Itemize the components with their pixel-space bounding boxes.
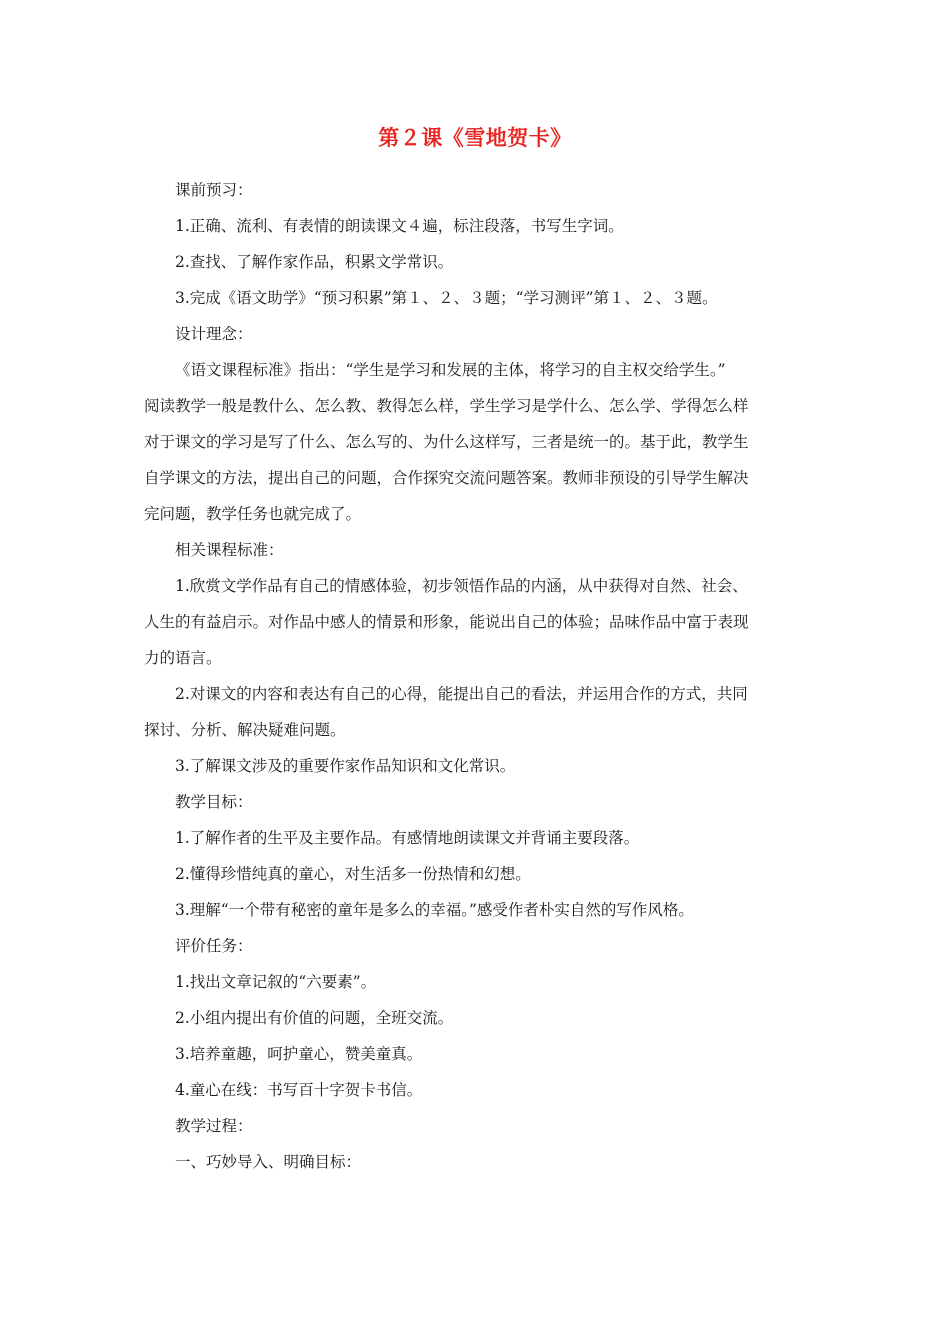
task-item: 2.小组内提出有价值的问题，全班交流。 — [175, 1009, 454, 1027]
section-heading-preview: 课前预习： — [175, 181, 253, 199]
page-title: 第２课《雪地贺卡》 — [378, 126, 572, 150]
standards-item-line: 2.对课文的内容和表达有自己的心得，能提出自己的看法，并运用合作的方式，共同 — [175, 685, 748, 703]
preview-item: 3.完成《语文助学》“预习积累”第１、２、３题；“学习测评”第１、２、３题。 — [175, 289, 718, 307]
standards-item-line: 3.了解课文涉及的重要作家作品知识和文化常识。 — [175, 757, 516, 775]
standards-item-line: 1.欣赏文学作品有自己的情感体验，初步领悟作品的内涵，从中获得对自然、社会、 — [175, 577, 748, 595]
goal-item: 2.懂得珍惜纯真的童心，对生活多一份热情和幻想。 — [175, 865, 531, 883]
section-heading-standards: 相关课程标准： — [175, 541, 284, 559]
document-body — [144, 172, 806, 1180]
standards-item-line: 人生的有益启示。对作品中感人的情景和形象，能说出自己的体验；品味作品中富于表现 — [144, 613, 749, 631]
process-step: 一、巧妙导入、明确目标： — [175, 1153, 362, 1171]
task-item: 3.培养童趣，呵护童心，赞美童真。 — [175, 1045, 423, 1063]
preview-item: 1.正确、流利、有表情的朗读课文４遍，标注段落，书写生字词。 — [175, 217, 624, 235]
task-item: 1.找出文章记叙的“六要素”。 — [175, 973, 377, 991]
standards-item-line: 力的语言。 — [144, 649, 222, 667]
goal-item: 3.理解“一个带有秘密的童年是多么的幸福。”感受作者朴实自然的写作风格。 — [175, 901, 694, 919]
design-paragraph-line: 完问题，教学任务也就完成了。 — [144, 505, 362, 523]
task-item: 4.童心在线：书写百十字贺卡书信。 — [175, 1081, 423, 1099]
section-heading-goals: 教学目标： — [175, 793, 253, 811]
design-paragraph-line: 阅读教学一般是教什么、怎么教、教得怎么样，学生学习是学什么、怎么学、学得怎么样 — [144, 397, 749, 415]
design-paragraph-line: 对于课文的学习是写了什么、怎么写的、为什么这样写，三者是统一的。基于此，教学生 — [144, 433, 749, 451]
design-paragraph-line: 《语文课程标准》指出：“学生是学习和发展的主体，将学习的自主权交给学生。” — [175, 361, 726, 379]
section-heading-process: 教学过程： — [175, 1117, 253, 1135]
section-heading-design: 设计理念： — [175, 325, 253, 343]
design-paragraph-line: 自学课文的方法，提出自己的问题，合作探究交流问题答案。教师非预设的引导学生解决 — [144, 469, 749, 487]
goal-item: 1.了解作者的生平及主要作品。有感情地朗读课文并背诵主要段落。 — [175, 829, 640, 847]
preview-item: 2.查找、了解作家作品，积累文学常识。 — [175, 253, 454, 271]
standards-item-line: 探讨、分析、解决疑难问题。 — [144, 721, 346, 739]
section-heading-tasks: 评价任务： — [175, 937, 253, 955]
